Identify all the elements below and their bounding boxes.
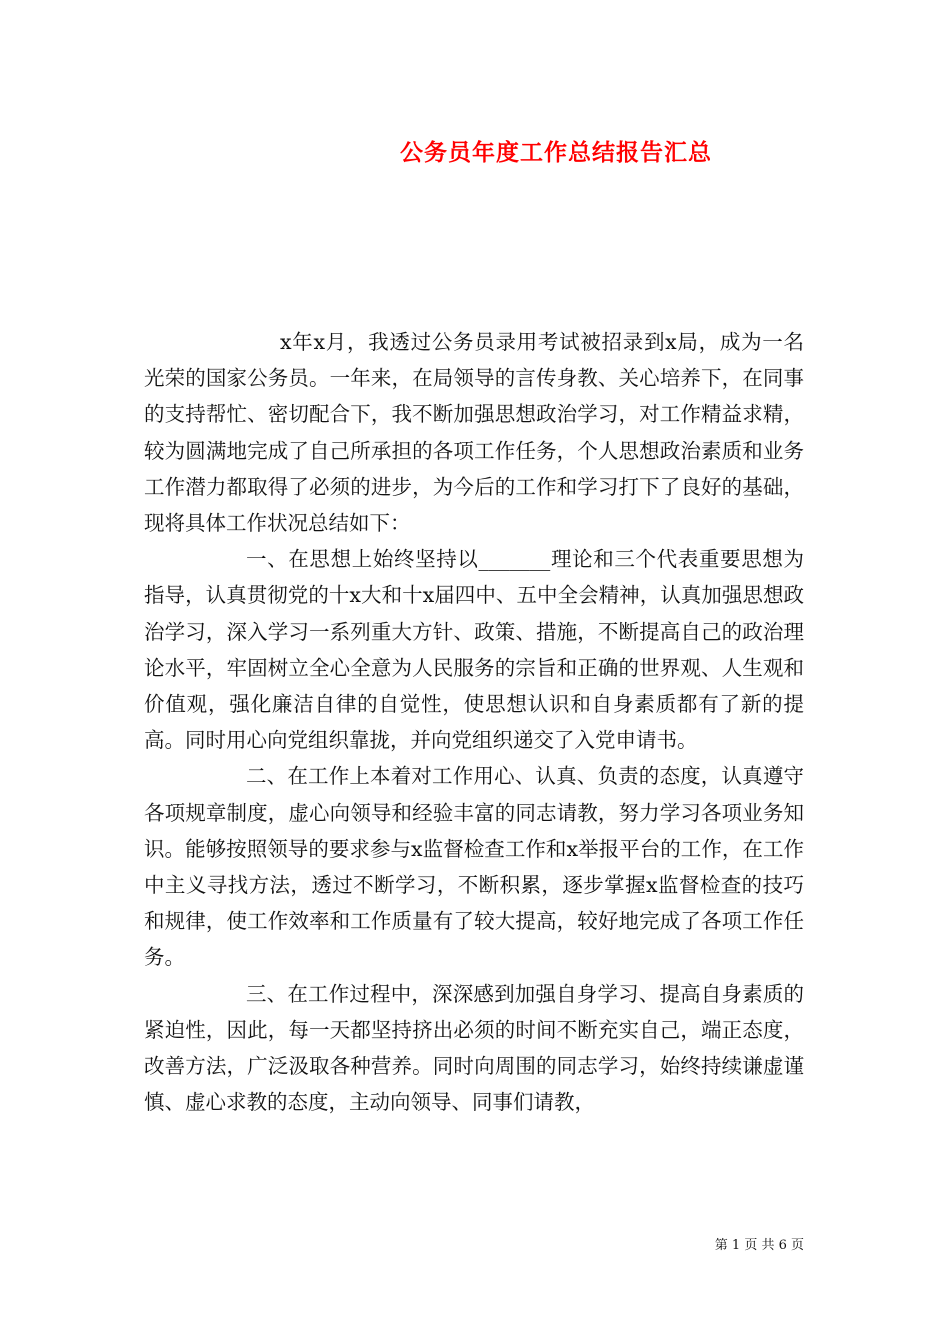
page-footer: 第 1 页 共 6 页	[714, 1238, 804, 1253]
paragraph-intro: x年x月，我透过公务员录用考试被招录到x局，成为一名光荣的国家公务员。一年来，在局领导的言传身教、关心培养下，在同事的支持帮忙、密切配合下，我不断加强思想政治学习，对工作精益求精，较为圆满地完成了自己所承担的各项工作任务，个人思想政治素质和业务工作潜力都取得了必须的进步，为今后的工作和学习打下了良好的基础，现将具体工作状况总结如下：	[144, 330, 804, 536]
paragraph-section-3: 三、在工作过程中，深深感到加强自身学习、提高自身素质的紧迫性，因此，每一天都坚持挤出必须的时间不断充实自己，端正态度，改善方法，广泛汲取各种营养。同时向周围的同志学习，始终持续谦虚谨慎、虚心求教的态度，主动向领导、同事们请教，	[144, 981, 804, 1115]
paragraph-section-1: 一、在思想上始终坚持以_______理论和三个代表重要思想为指导，认真贯彻党的十x大和十x届四中、五中全会精神，认真加强思想政治学习，深入学习一系列重大方针、政策、措施，不断提高自己的政治理论水平，牢固树立全心全意为人民服务的宗旨和正确的世界观、人生观和价值观，强化廉洁自律的自觉性，使思想认识和自身素质都有了新的提高。同时用心向党组织靠拢，并向党组织递交了入党申请书。	[144, 547, 804, 753]
document-title: 公务员年度工作总结报告汇总	[400, 139, 712, 166]
paragraph-section-2: 二、在工作上本着对工作用心、认真、负责的态度，认真遵守各项规章制度，虚心向领导和经验丰富的同志请教，努力学习各项业务知识。能够按照领导的要求参与x监督检查工作和x举报平台的工作，在工作中主义寻找方法，透过不断学习，不断积累，逐步掌握x监督检查的技巧和规律，使工作效率和工作质量有了较大提高，较好地完成了各项工作任务。	[144, 764, 804, 970]
document-body	[144, 324, 804, 1120]
